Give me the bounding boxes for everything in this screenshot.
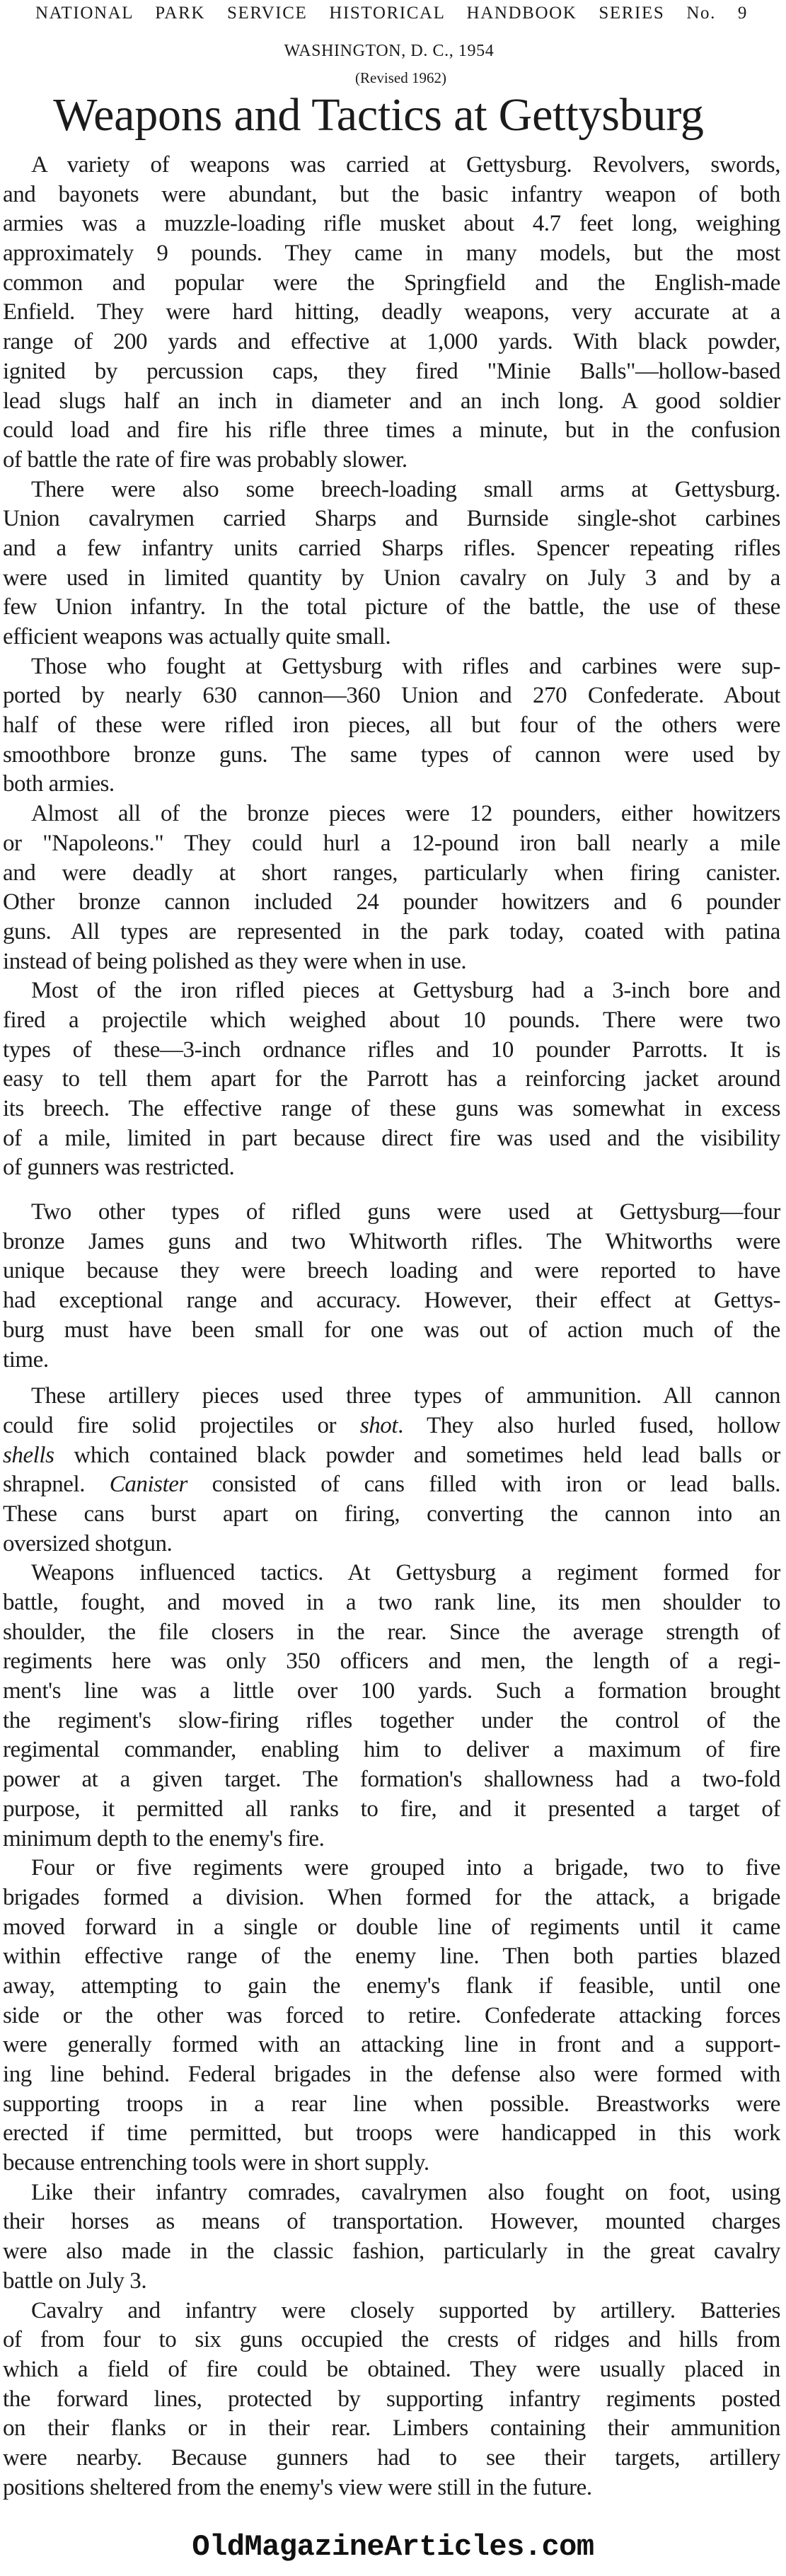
text-line: time. [3,1346,49,1373]
paragraph [3,652,780,799]
paragraph [3,1198,780,1375]
text-line: regiments here was only 350 officers and men, the length of a regi- [3,1648,780,1675]
paragraph [3,1382,780,1559]
text-line: Most of the iron rifled pieces at Gettysburg had a 3-inch bore and [31,978,780,1004]
text-line: ignited by percussion caps, they fired "Minie Balls"—hollow-based [3,358,780,384]
text-line: their horses as means of transportation. However, mounted charges [3,2209,780,2235]
text-line: supporting troops in a rear line when possible. Breastworks were [3,2091,780,2117]
text-line: There were also some breech-loading small arms at Gettysburg. [31,476,780,502]
text-line: types of these—3-inch ordnance rifles and 10 pounder Parrotts. It is [3,1036,780,1063]
text-line: were used in limited quantity by Union cavalry on July 3 and by a [3,565,780,591]
text-line: minimum depth to the enemy's fire. [3,1825,325,1852]
text-line: armies was a muzzle-loading rifle musket about 4.7 feet long, weighing [3,211,780,237]
text-line [3,1411,780,1441]
text-line: A variety of weapons was carried at Gettysburg. Revolvers, swords, [31,152,780,178]
text-line: which a field of fire could be obtained. They were usually placed in [3,2356,780,2382]
text-line: few Union infantry. In the total picture of the battle, the use of these [3,594,780,620]
watermark-logo: OldMagazineArticles.com [192,2530,594,2564]
text-line: oversized shotgun. [3,1530,173,1556]
article-body [3,151,780,2502]
text-line: burg must have been small for one was out of action much of the [3,1317,780,1343]
text-line: and were deadly at short ranges, particularly when firing canister. [3,860,780,886]
paragraph [3,799,780,976]
italic-term: Canister [109,1472,187,1498]
text-line: approximately 9 pounds. They came in many models, but the most [3,241,780,267]
text-line: power at a given target. The formation's shallowness had a two-fold [3,1767,780,1793]
text-line: and bayonets were abundant, but the basic infantry weapon of both [3,181,780,207]
text-line: battle, fought, and moved in a two rank line, its men shoulder to [3,1590,780,1615]
text-line: brigades formed a division. When formed for the attack, a brigade [3,1884,780,1910]
italic-term: shells [3,1442,54,1468]
text-line: Enfield. They were hard hitting, deadly weapons, very accurate at a [3,299,780,325]
text-line: lead slugs half an inch in diameter and an inch long. A good soldier [3,388,780,414]
text-line: shoulder, the file closers in the rear. Since the average strength of [3,1619,780,1645]
text-line: ment's line was a little over 100 yards. Such a formation brought [3,1678,780,1704]
page-title: Weapons and Tactics at Gettysburg [53,89,704,141]
publication-location: WASHINGTON, D. C., 1954 [284,42,495,60]
text-line: Two other types of rifled guns were used at Gettysburg—four [31,1199,780,1225]
text-line: Other bronze cannon included 24 pounder howitzers and 6 pounder [3,889,780,916]
paragraph [3,1559,780,1854]
text-line: half of these were rifled iron pieces, all but four of the others were [3,712,780,739]
text-line: Like their infantry comrades, cavalrymen also fought on foot, using [31,2179,780,2205]
text-line: of a mile, limited in part because direct fire was used and the visibility [3,1125,780,1151]
text-line [3,1441,780,1471]
paragraph [3,2297,780,2503]
text-line: bronze James guns and two Whitworth rifles. The Whitworths were [3,1228,780,1254]
paragraph [3,475,780,652]
text-line: or "Napoleons." They could hurl a 12-pound iron ball nearly a mile [3,830,780,856]
text-line: battle on July 3. [3,2268,147,2294]
text-line: had exceptional range and accuracy. However, their effect at Gettys- [3,1288,780,1314]
text-line: ported by nearly 630 cannon—360 Union and 270 Confederate. About [3,683,780,709]
text-line: within effective range of the enemy line. Then both parties blazed [3,1943,780,1970]
text-line: erected if time permitted, but troops were handicapped in this work [3,2120,780,2147]
revision-note: (Revised 1962) [355,69,446,86]
text-line: regimental commander, enabling him to deliver a maximum of fire [3,1737,780,1763]
text-line: because entrenching tools were in short supply. [3,2150,429,2176]
text-segment: could fire solid projectiles or [3,1412,360,1438]
text-line: were nearby. Because gunners had to see their targets, artillery [3,2444,780,2471]
paragraph [3,976,780,1183]
paragraph [3,1854,780,2178]
text-line: were also made in the classic fashion, particularly in the great cavalry [3,2239,780,2265]
text-line: purpose, it permitted all ranks to fire, and it presented a target of [3,1796,780,1822]
text-line: the forward lines, protected by supporting infantry regiments posted [3,2386,780,2412]
text-line: smoothbore bronze guns. The same types of cannon were used by [3,741,780,768]
text-line: Weapons influenced tactics. At Gettysburg a regiment formed for [31,1560,780,1586]
text-line: efficient weapons was actually quite small. [3,624,391,649]
text-segment: consisted of cans filled with iron or lead balls. [187,1472,780,1498]
text-line: moved forward in a single or double line of regiments until it came [3,1914,780,1940]
text-line: and a few infantry units carried Sharps rifles. Spencer repeating rifles [3,535,780,561]
text-line: Almost all of the bronze pieces were 12 pounders, either howitzers [31,801,780,827]
text-line: side or the other was forced to retire. Confederate attacking forces [3,2002,780,2028]
text-line: the regiment's slow-firing rifles together under the control of the [3,1707,780,1733]
paragraph [3,151,780,475]
text-line: ing line behind. Federal brigades in the defense also were formed with [3,2062,780,2087]
text-segment: . They also hurled fused, hollow [398,1412,780,1438]
text-line: positions sheltered from the enemy's view were still in the future. [3,2474,592,2500]
text-line: Four or five regiments were grouped into a brigade, two to five [31,1855,780,1881]
text-line [3,1470,780,1500]
text-line: guns. All types are represented in the park today, coated with patina [3,918,780,945]
text-segment: which contained black powder and sometimes held lead balls or [54,1442,780,1468]
text-line: common and popular were the Springfield and the English-made [3,270,780,296]
text-line: away, attempting to gain the enemy's flank if feasible, until one [3,1973,780,1999]
text-line: These artillery pieces used three types of ammunition. All cannon [31,1383,780,1409]
text-segment: shrapnel. [3,1472,110,1498]
italic-term: shot [359,1412,398,1438]
text-line: Union cavalrymen carried Sharps and Burnside single-shot carbines [3,506,780,532]
text-line: its breech. The effective range of these guns was somewhat in excess [3,1096,780,1121]
series-heading: NATIONAL PARK SERVICE HISTORICAL HANDBOOK SERIES No. 9 [35,4,748,23]
text-line: Those who fought at Gettysburg with rifles and carbines were sup- [31,653,780,679]
text-line: instead of being polished as they were when in use. [3,948,467,974]
text-line: of gunners was restricted. [3,1155,235,1181]
text-line: of battle the rate of fire was probably slower. [3,446,408,473]
text-line: fired a projectile which weighed about 10 pounds. There were two [3,1007,780,1033]
text-line: These cans burst apart on firing, converting the cannon into an [3,1501,780,1527]
text-line: Cavalry and infantry were closely supported by artillery. Batteries [31,2297,780,2323]
text-line: could load and fire his rifle three times a minute, but in the confusion [3,417,780,444]
text-line: easy to tell them apart for the Parrott has a reinforcing jacket around [3,1066,780,1092]
text-line: were generally formed with an attacking line in front and a support- [3,2032,780,2058]
text-line: both armies. [3,771,115,797]
paragraph [3,2178,780,2297]
text-line: of from four to six guns occupied the crests of ridges and hills from [3,2327,780,2353]
text-line: on their flanks or in their rear. Limbers containing their ammunition [3,2415,780,2442]
text-line: range of 200 yards and effective at 1,000 yards. With black powder, [3,329,780,355]
text-line: unique because they were breech loading and were reported to have [3,1258,780,1284]
